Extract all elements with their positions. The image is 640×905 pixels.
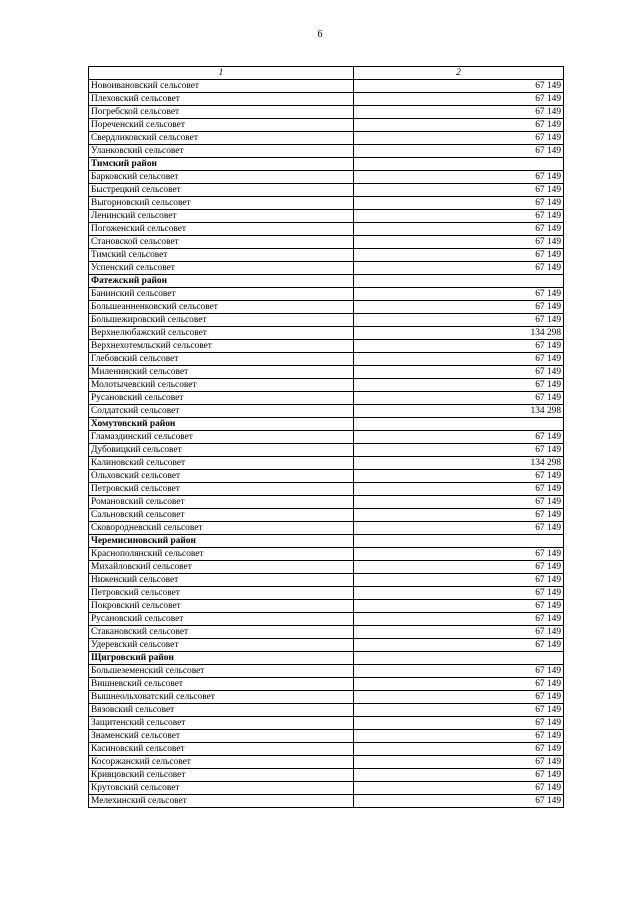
settlement-name-cell: Верхнелюбажский сельсовет bbox=[89, 327, 354, 340]
table-row bbox=[89, 639, 564, 652]
amount-cell bbox=[354, 275, 564, 288]
table-row bbox=[89, 626, 564, 639]
table-row bbox=[89, 80, 564, 93]
table-row bbox=[89, 561, 564, 574]
settlement-name-cell: Краснополянский сельсовет bbox=[89, 548, 354, 561]
amount-cell: 67 149 bbox=[354, 236, 564, 249]
district-header-row bbox=[89, 535, 564, 548]
settlement-name-cell: Романовский сельсовет bbox=[89, 496, 354, 509]
table-row bbox=[89, 457, 564, 470]
amount-cell bbox=[354, 535, 564, 548]
district-header-row bbox=[89, 158, 564, 171]
settlement-name-cell: Миленинский сельсовет bbox=[89, 366, 354, 379]
table-row bbox=[89, 223, 564, 236]
settlement-name-cell: Погребской сельсовет bbox=[89, 106, 354, 119]
settlement-name-cell: Большежировский сельсовет bbox=[89, 314, 354, 327]
page-number: 6 bbox=[317, 29, 323, 40]
settlement-name-cell: Вишневский сельсовет bbox=[89, 678, 354, 691]
settlement-name-cell: Стакановский сельсовет bbox=[89, 626, 354, 639]
table-row bbox=[89, 795, 564, 808]
settlement-name-cell: Вышнеольховатский сельсовет bbox=[89, 691, 354, 704]
amount-cell: 67 149 bbox=[354, 717, 564, 730]
amount-cell: 67 149 bbox=[354, 145, 564, 158]
amount-cell: 67 149 bbox=[354, 470, 564, 483]
amount-cell bbox=[354, 158, 564, 171]
amount-cell: 67 149 bbox=[354, 301, 564, 314]
amount-cell: 67 149 bbox=[354, 613, 564, 626]
amount-cell: 67 149 bbox=[354, 392, 564, 405]
settlement-name-cell: Выгорновский сельсовет bbox=[89, 197, 354, 210]
table-row bbox=[89, 743, 564, 756]
table-row bbox=[89, 509, 564, 522]
table-row bbox=[89, 262, 564, 275]
amount-cell: 134 298 bbox=[354, 405, 564, 418]
settlement-name-cell: Крутовский сельсовет bbox=[89, 782, 354, 795]
table-row bbox=[89, 522, 564, 535]
settlement-name-cell: Большеанненковский сельсовет bbox=[89, 301, 354, 314]
settlement-name-cell: Пореченский сельсовет bbox=[89, 119, 354, 132]
table-row bbox=[89, 340, 564, 353]
settlement-name-cell: Уланковский сельсовет bbox=[89, 145, 354, 158]
column-header-1: 1 bbox=[89, 67, 354, 80]
table-row bbox=[89, 145, 564, 158]
amount-cell: 67 149 bbox=[354, 626, 564, 639]
table-row bbox=[89, 704, 564, 717]
settlement-name-cell: Плеховский сельсовет bbox=[89, 93, 354, 106]
table-row bbox=[89, 574, 564, 587]
district-name-cell: Фатежский район bbox=[89, 275, 354, 288]
settlement-name-cell: Свердликовский сельсовет bbox=[89, 132, 354, 145]
amount-cell: 67 149 bbox=[354, 548, 564, 561]
amount-cell: 67 149 bbox=[354, 106, 564, 119]
settlement-name-cell: Банинский сельсовет bbox=[89, 288, 354, 301]
table-row bbox=[89, 691, 564, 704]
settlement-name-cell: Гламаздинский сельсовет bbox=[89, 431, 354, 444]
table-row bbox=[89, 236, 564, 249]
amount-cell: 67 149 bbox=[354, 288, 564, 301]
settlement-name-cell: Тимский сельсовет bbox=[89, 249, 354, 262]
amount-cell: 67 149 bbox=[354, 80, 564, 93]
district-name-cell: Щигровский район bbox=[89, 652, 354, 665]
table-row bbox=[89, 665, 564, 678]
table-row bbox=[89, 613, 564, 626]
table-row bbox=[89, 184, 564, 197]
table-body bbox=[89, 80, 564, 808]
table-row bbox=[89, 600, 564, 613]
table-row bbox=[89, 353, 564, 366]
table-row bbox=[89, 717, 564, 730]
amount-cell: 134 298 bbox=[354, 457, 564, 470]
amount-cell: 67 149 bbox=[354, 769, 564, 782]
table-row bbox=[89, 210, 564, 223]
table-row bbox=[89, 93, 564, 106]
settlement-name-cell: Верхнехотемльский сельсовет bbox=[89, 340, 354, 353]
table-row bbox=[89, 379, 564, 392]
amount-cell: 67 149 bbox=[354, 782, 564, 795]
amount-cell: 67 149 bbox=[354, 574, 564, 587]
settlement-name-cell: Вязовский сельсовет bbox=[89, 704, 354, 717]
amount-cell: 67 149 bbox=[354, 691, 564, 704]
table-row bbox=[89, 587, 564, 600]
amount-cell: 67 149 bbox=[354, 93, 564, 106]
table-row bbox=[89, 392, 564, 405]
amount-cell: 67 149 bbox=[354, 743, 564, 756]
amount-cell: 67 149 bbox=[354, 431, 564, 444]
settlement-name-cell: Русановский сельсовет bbox=[89, 392, 354, 405]
amount-cell: 67 149 bbox=[354, 587, 564, 600]
table-row bbox=[89, 483, 564, 496]
amount-cell: 67 149 bbox=[354, 197, 564, 210]
settlement-name-cell: Новоивановский сельсовет bbox=[89, 80, 354, 93]
table-row bbox=[89, 730, 564, 743]
settlement-name-cell: Дубовицкий сельсовет bbox=[89, 444, 354, 457]
district-name-cell: Черемисиновский район bbox=[89, 535, 354, 548]
amount-cell: 67 149 bbox=[354, 210, 564, 223]
settlement-name-cell: Становской сельсовет bbox=[89, 236, 354, 249]
table-row bbox=[89, 769, 564, 782]
settlement-name-cell: Касиновский сельсовет bbox=[89, 743, 354, 756]
settlement-name-cell: Защитенский сельсовет bbox=[89, 717, 354, 730]
amount-cell: 67 149 bbox=[354, 353, 564, 366]
settlement-name-cell: Солдатский сельсовет bbox=[89, 405, 354, 418]
settlement-name-cell: Косоржанский сельсовет bbox=[89, 756, 354, 769]
table-row bbox=[89, 288, 564, 301]
allocation-table bbox=[88, 66, 564, 808]
settlement-name-cell: Успенский сельсовет bbox=[89, 262, 354, 275]
settlement-name-cell: Сальновский сельсовет bbox=[89, 509, 354, 522]
table-row bbox=[89, 314, 564, 327]
settlement-name-cell: Ниженский сельсовет bbox=[89, 574, 354, 587]
amount-cell: 67 149 bbox=[354, 119, 564, 132]
amount-cell: 67 149 bbox=[354, 314, 564, 327]
amount-cell: 67 149 bbox=[354, 704, 564, 717]
amount-cell: 67 149 bbox=[354, 366, 564, 379]
amount-cell: 67 149 bbox=[354, 184, 564, 197]
amount-cell: 67 149 bbox=[354, 496, 564, 509]
settlement-name-cell: Кривцовский сельсовет bbox=[89, 769, 354, 782]
table-row bbox=[89, 327, 564, 340]
amount-cell: 67 149 bbox=[354, 379, 564, 392]
table-row bbox=[89, 106, 564, 119]
table-row bbox=[89, 496, 564, 509]
amount-cell: 67 149 bbox=[354, 730, 564, 743]
district-header-row bbox=[89, 275, 564, 288]
district-name-cell: Тимский район bbox=[89, 158, 354, 171]
settlement-name-cell: Покровский сельсовет bbox=[89, 600, 354, 613]
amount-cell: 67 149 bbox=[354, 509, 564, 522]
table-row bbox=[89, 171, 564, 184]
amount-cell: 67 149 bbox=[354, 665, 564, 678]
amount-cell: 67 149 bbox=[354, 223, 564, 236]
table-row bbox=[89, 197, 564, 210]
amount-cell: 67 149 bbox=[354, 340, 564, 353]
amount-cell: 67 149 bbox=[354, 262, 564, 275]
table-row bbox=[89, 132, 564, 145]
table-row bbox=[89, 405, 564, 418]
table-row bbox=[89, 119, 564, 132]
settlement-name-cell: Ленинский сельсовет bbox=[89, 210, 354, 223]
settlement-name-cell: Русановский сельсовет bbox=[89, 613, 354, 626]
amount-cell: 67 149 bbox=[354, 483, 564, 496]
table-row bbox=[89, 431, 564, 444]
table-row bbox=[89, 678, 564, 691]
settlement-name-cell: Петровский сельсовет bbox=[89, 483, 354, 496]
amount-cell bbox=[354, 418, 564, 431]
district-header-row bbox=[89, 652, 564, 665]
settlement-name-cell: Удеревский сельсовет bbox=[89, 639, 354, 652]
table-header-row bbox=[89, 67, 564, 80]
amount-cell: 67 149 bbox=[354, 795, 564, 808]
settlement-name-cell: Погоженский сельсовет bbox=[89, 223, 354, 236]
settlement-name-cell: Ольховский сельсовет bbox=[89, 470, 354, 483]
amount-cell: 67 149 bbox=[354, 639, 564, 652]
settlement-name-cell: Молотычевский сельсовет bbox=[89, 379, 354, 392]
amount-cell: 67 149 bbox=[354, 444, 564, 457]
amount-cell: 67 149 bbox=[354, 561, 564, 574]
settlement-name-cell: Калиновский сельсовет bbox=[89, 457, 354, 470]
table-row bbox=[89, 301, 564, 314]
table-row bbox=[89, 782, 564, 795]
amount-cell: 67 149 bbox=[354, 249, 564, 262]
table-row bbox=[89, 444, 564, 457]
column-header-2: 2 bbox=[354, 67, 564, 80]
settlement-name-cell: Большеземенский сельсовет bbox=[89, 665, 354, 678]
district-name-cell: Хомутовский район bbox=[89, 418, 354, 431]
table-row bbox=[89, 756, 564, 769]
amount-cell bbox=[354, 652, 564, 665]
settlement-name-cell: Сковородневский сельсовет bbox=[89, 522, 354, 535]
settlement-name-cell: Мелехинский сельсовет bbox=[89, 795, 354, 808]
amount-cell: 67 149 bbox=[354, 171, 564, 184]
amount-cell: 67 149 bbox=[354, 600, 564, 613]
settlement-name-cell: Михайловский сельсовет bbox=[89, 561, 354, 574]
amount-cell: 134 298 bbox=[354, 327, 564, 340]
settlement-name-cell: Петровский сельсовет bbox=[89, 587, 354, 600]
table-row bbox=[89, 470, 564, 483]
amount-cell: 67 149 bbox=[354, 678, 564, 691]
settlement-name-cell: Знаменский сельсовет bbox=[89, 730, 354, 743]
settlement-name-cell: Барковский сельсовет bbox=[89, 171, 354, 184]
amount-cell: 67 149 bbox=[354, 756, 564, 769]
amount-cell: 67 149 bbox=[354, 132, 564, 145]
table-row bbox=[89, 548, 564, 561]
table-row bbox=[89, 249, 564, 262]
amount-cell: 67 149 bbox=[354, 522, 564, 535]
settlement-name-cell: Глебовский сельсовет bbox=[89, 353, 354, 366]
table-row bbox=[89, 366, 564, 379]
settlement-name-cell: Быстрецкий сельсовет bbox=[89, 184, 354, 197]
district-header-row bbox=[89, 418, 564, 431]
